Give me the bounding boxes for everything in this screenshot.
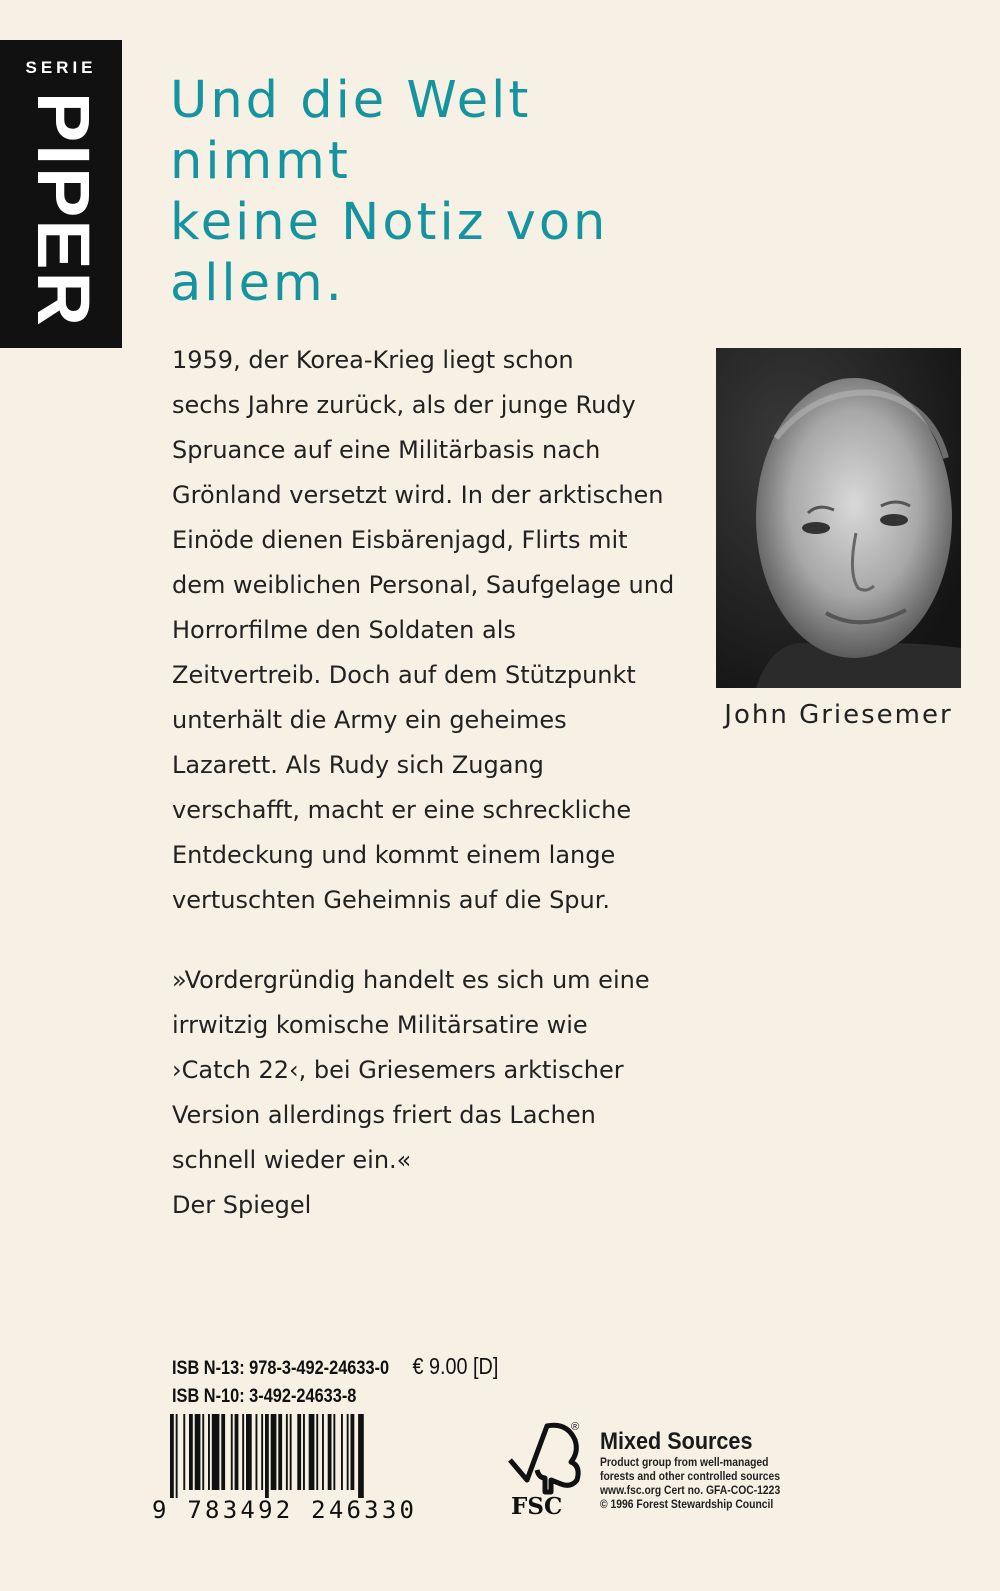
- barcode-bar: [290, 1414, 292, 1490]
- serie-piper-label: [0, 40, 122, 348]
- barcode-bar: [278, 1414, 282, 1490]
- quote-source: Der Spiegel: [172, 1191, 312, 1219]
- isbn10-value: 3-492-24633-8: [249, 1386, 357, 1407]
- barcode-bar: [333, 1414, 335, 1490]
- isbn13-label: ISB N-13:: [172, 1358, 245, 1379]
- barcode-bar: [170, 1414, 174, 1498]
- barcode-digits: 9 783492 246330: [152, 1496, 414, 1524]
- barcode-bar: [176, 1414, 178, 1498]
- barcode-bar: [261, 1414, 263, 1490]
- barcode-bar: [242, 1414, 244, 1490]
- barcode-bar: [195, 1414, 201, 1490]
- barcode-bar: [322, 1414, 324, 1490]
- serie-text: SERIE: [25, 58, 97, 77]
- headline-text: Und die Welt nimmt keine Notiz von allem.: [170, 71, 609, 313]
- barcode-bar: [246, 1414, 252, 1490]
- quote-text: »Vordergründig handelt es sich um eine irrwitzig komische Militärsatire wie ›Catch 22‹, bei Griesemers arktischer Version allerdings friert das Lachen schnell wieder ein.«: [172, 966, 650, 1174]
- barcode-bar: [235, 1414, 239, 1490]
- piper-logo: [22, 92, 105, 332]
- fsc-tree-icon: [505, 1418, 590, 1518]
- fsc-line-3: www.fsc.org Cert no. GFA-COC-1223: [600, 1485, 781, 1497]
- barcode-bar: [256, 1414, 258, 1490]
- barcode-bar: [341, 1414, 343, 1490]
- author-name: John Griesemer: [724, 700, 953, 730]
- barcode-bar: [208, 1414, 210, 1490]
- barcode-bar: [231, 1414, 233, 1490]
- fsc-title: Mixed Sources: [600, 1428, 753, 1455]
- barcode-bar: [328, 1414, 332, 1490]
- barcode-bar: [202, 1414, 204, 1490]
- barcode-bar: [212, 1414, 220, 1490]
- fsc-line-4: © 1996 Forest Stewardship Council: [600, 1499, 774, 1511]
- barcode-bar: [271, 1414, 277, 1490]
- barcode-bar: [183, 1414, 185, 1490]
- fsc-logo-text: FSC: [511, 1493, 563, 1520]
- barcode-bar: [347, 1414, 349, 1490]
- isbn13-value: 978-3-492-24633-0: [249, 1358, 390, 1379]
- author-photo: [716, 348, 961, 688]
- barcode-bar: [351, 1414, 355, 1490]
- fsc-line-1: Product group from well-managed: [600, 1457, 769, 1469]
- headline: [170, 70, 730, 314]
- barcode-bar: [221, 1414, 225, 1490]
- barcode-bar: [309, 1414, 315, 1490]
- piper-brand-text: PIPER: [22, 92, 105, 325]
- barcode-bars: [170, 1414, 364, 1498]
- isbn10-label: ISB N-10:: [172, 1386, 245, 1407]
- price: € 9.00 [D]: [412, 1353, 499, 1379]
- barcode-bar: [316, 1414, 318, 1490]
- barcode-bar: [286, 1414, 288, 1490]
- isbn-block: [172, 1352, 516, 1411]
- fsc-label: [600, 1428, 860, 1512]
- blurb-text: 1959, der Korea-Krieg liegt schon sechs Jahre zurück, als der junge Rudy Spruance auf eine Militärbasis nach Grönland versetzt wird. In der arktischen Einöde dienen Eisbärenjagd, Flirts mit dem weiblichen Personal, Saufgelage und Horrorfilme den Soldaten als Zeitvertreib. Doch auf dem Stützpunkt unterhält die Army ein geheimes Lazarett. Als Rudy sich Zugang verschafft, macht er eine schreckliche Entdeckung und kommt einem lange vertuschten Geheimnis auf die Spur.: [172, 346, 675, 914]
- barcode-bar: [303, 1414, 305, 1490]
- blurb: [172, 338, 692, 923]
- barcode: [152, 1414, 422, 1522]
- fsc-registered: ®: [571, 1421, 580, 1433]
- barcode-bar: [189, 1414, 193, 1490]
- barcode-bar: [265, 1414, 269, 1498]
- isbn13-row: [172, 1352, 516, 1383]
- fsc-line-2: forests and other controlled sources: [600, 1471, 781, 1483]
- press-quote: [172, 958, 692, 1228]
- barcode-bar: [297, 1414, 301, 1490]
- isbn10-row: [172, 1383, 516, 1411]
- barcode-bar: [358, 1414, 364, 1498]
